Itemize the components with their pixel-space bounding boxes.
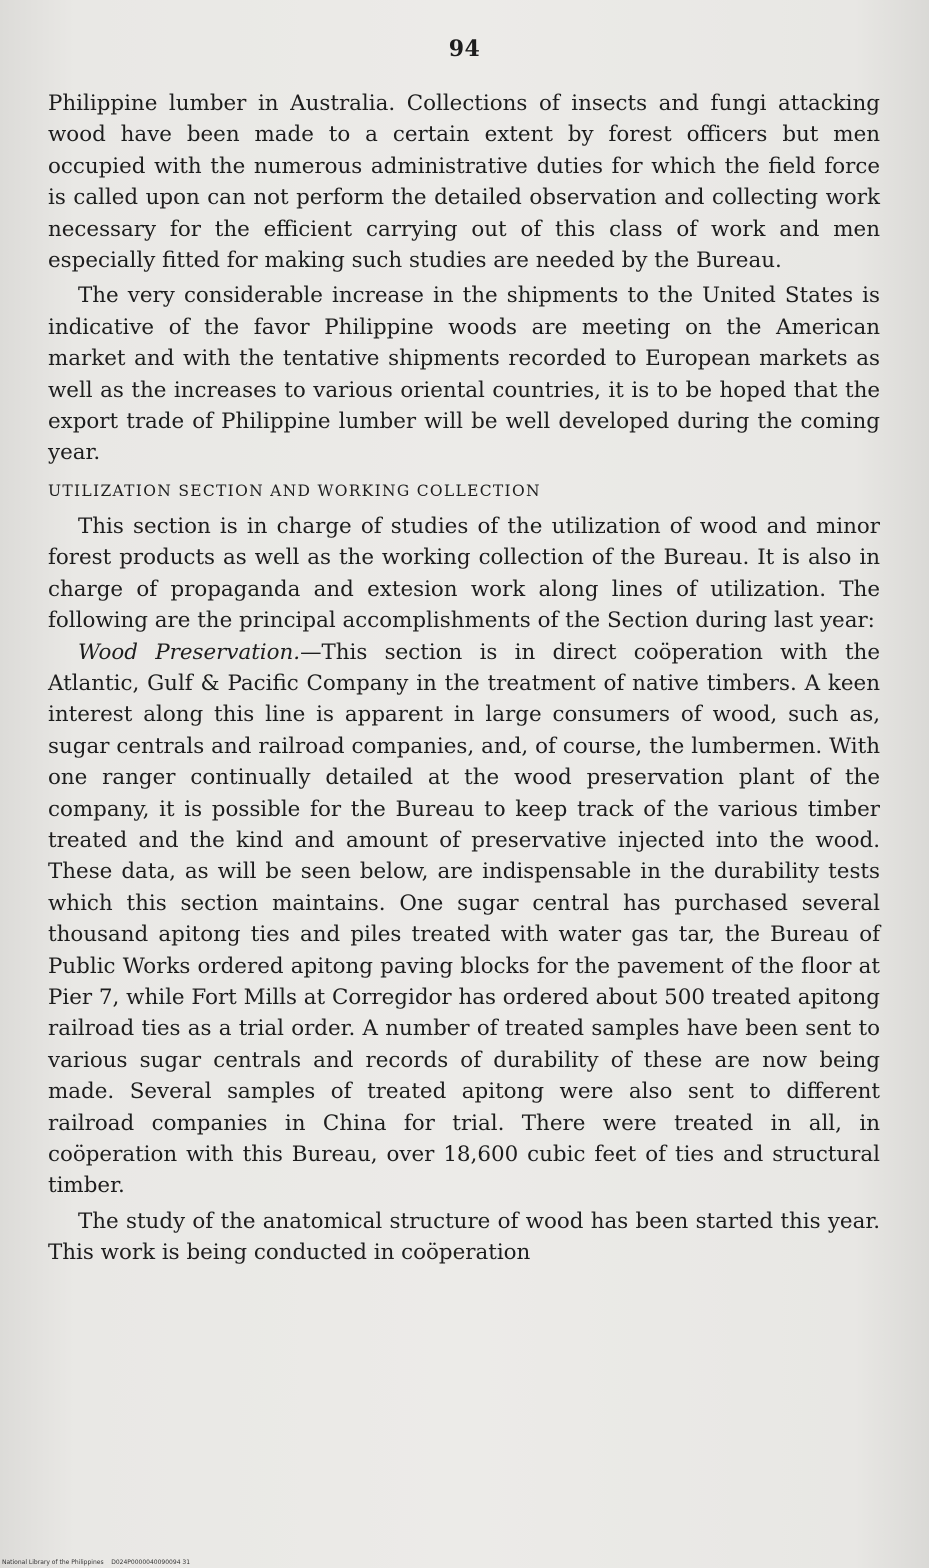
page-number: 94 xyxy=(448,36,481,62)
paragraph-2: The very considerable increase in the shipments to the United States is indicative of the favor Philippine woods are meeting on the American market and with the tentative shipments recorded to European markets as well as the increases to various oriental countries, it is to be hoped that the export trade of Philippine lumber will be well developed during the coming year. xyxy=(48,283,880,466)
section-heading: UTILIZATION SECTION AND WORKING COLLECTION xyxy=(48,481,541,500)
paragraph-4 xyxy=(48,637,880,1202)
paragraph-5: The study of the anatomical structure of wood has been started this year. This work is being conducted in coöperation xyxy=(48,1208,880,1266)
paragraph-1: Philippine lumber in Australia. Collections of insects and fungi attacking wood have been made to a certain extent by forest officers but men occupied with the numerous administrative duties for which the field force is called upon can not perform the detailed observation and collecting work necessary for the efficient carrying out of this class of work and men especially fitted for making such studies are needed by the Bureau. xyxy=(48,91,880,274)
paragraph-4-run-in-heading: Wood Preservation. xyxy=(78,639,301,665)
scan-footer-caption: National Library of the Philippines D024P0000040090094 31 xyxy=(2,1559,191,1566)
paragraph-4-body: —This section is in direct coöperation with the Atlantic, Gulf & Pacific Company in the treatment of native timbers. A keen interest along this line is apparent in large consumers of wood, such as, sugar centrals and railroad companies, and, of course, the lumbermen. With one ranger continually detailed at the wood preservation plant of the company, it is possible for the Bureau to keep track of the various timber treated and the kind and amount of preservative injected into the wood. These data, as will be seen below, are indispensable in the durability tests which this section maintains. One sugar central has purchased several thousand apitong ties and piles treated with water gas tar, the Bureau of Public Works ordered apitong paving blocks for the pavement of the floor at Pier 7, while Fort Mills at Corregidor has ordered about 500 treated apitong railroad ties as a trial order. A number of treated samples have been sent to various sugar centrals and records of durability of these are now being made. Several samples of treated apitong were also sent to different railroad companies in China for trial. There were treated in all, in coöperation with this Bureau, over 18,600 cubic feet of ties and structural timber. xyxy=(48,639,880,1199)
paragraph-3: This section is in charge of studies of the utilization of wood and minor forest products as well as the working collection of the Bureau. It is also in charge of propaganda and extesion work along lines of utilization. The following are the principal accomplishments of the Section during last year: xyxy=(48,513,880,634)
body-text xyxy=(48,88,880,1269)
